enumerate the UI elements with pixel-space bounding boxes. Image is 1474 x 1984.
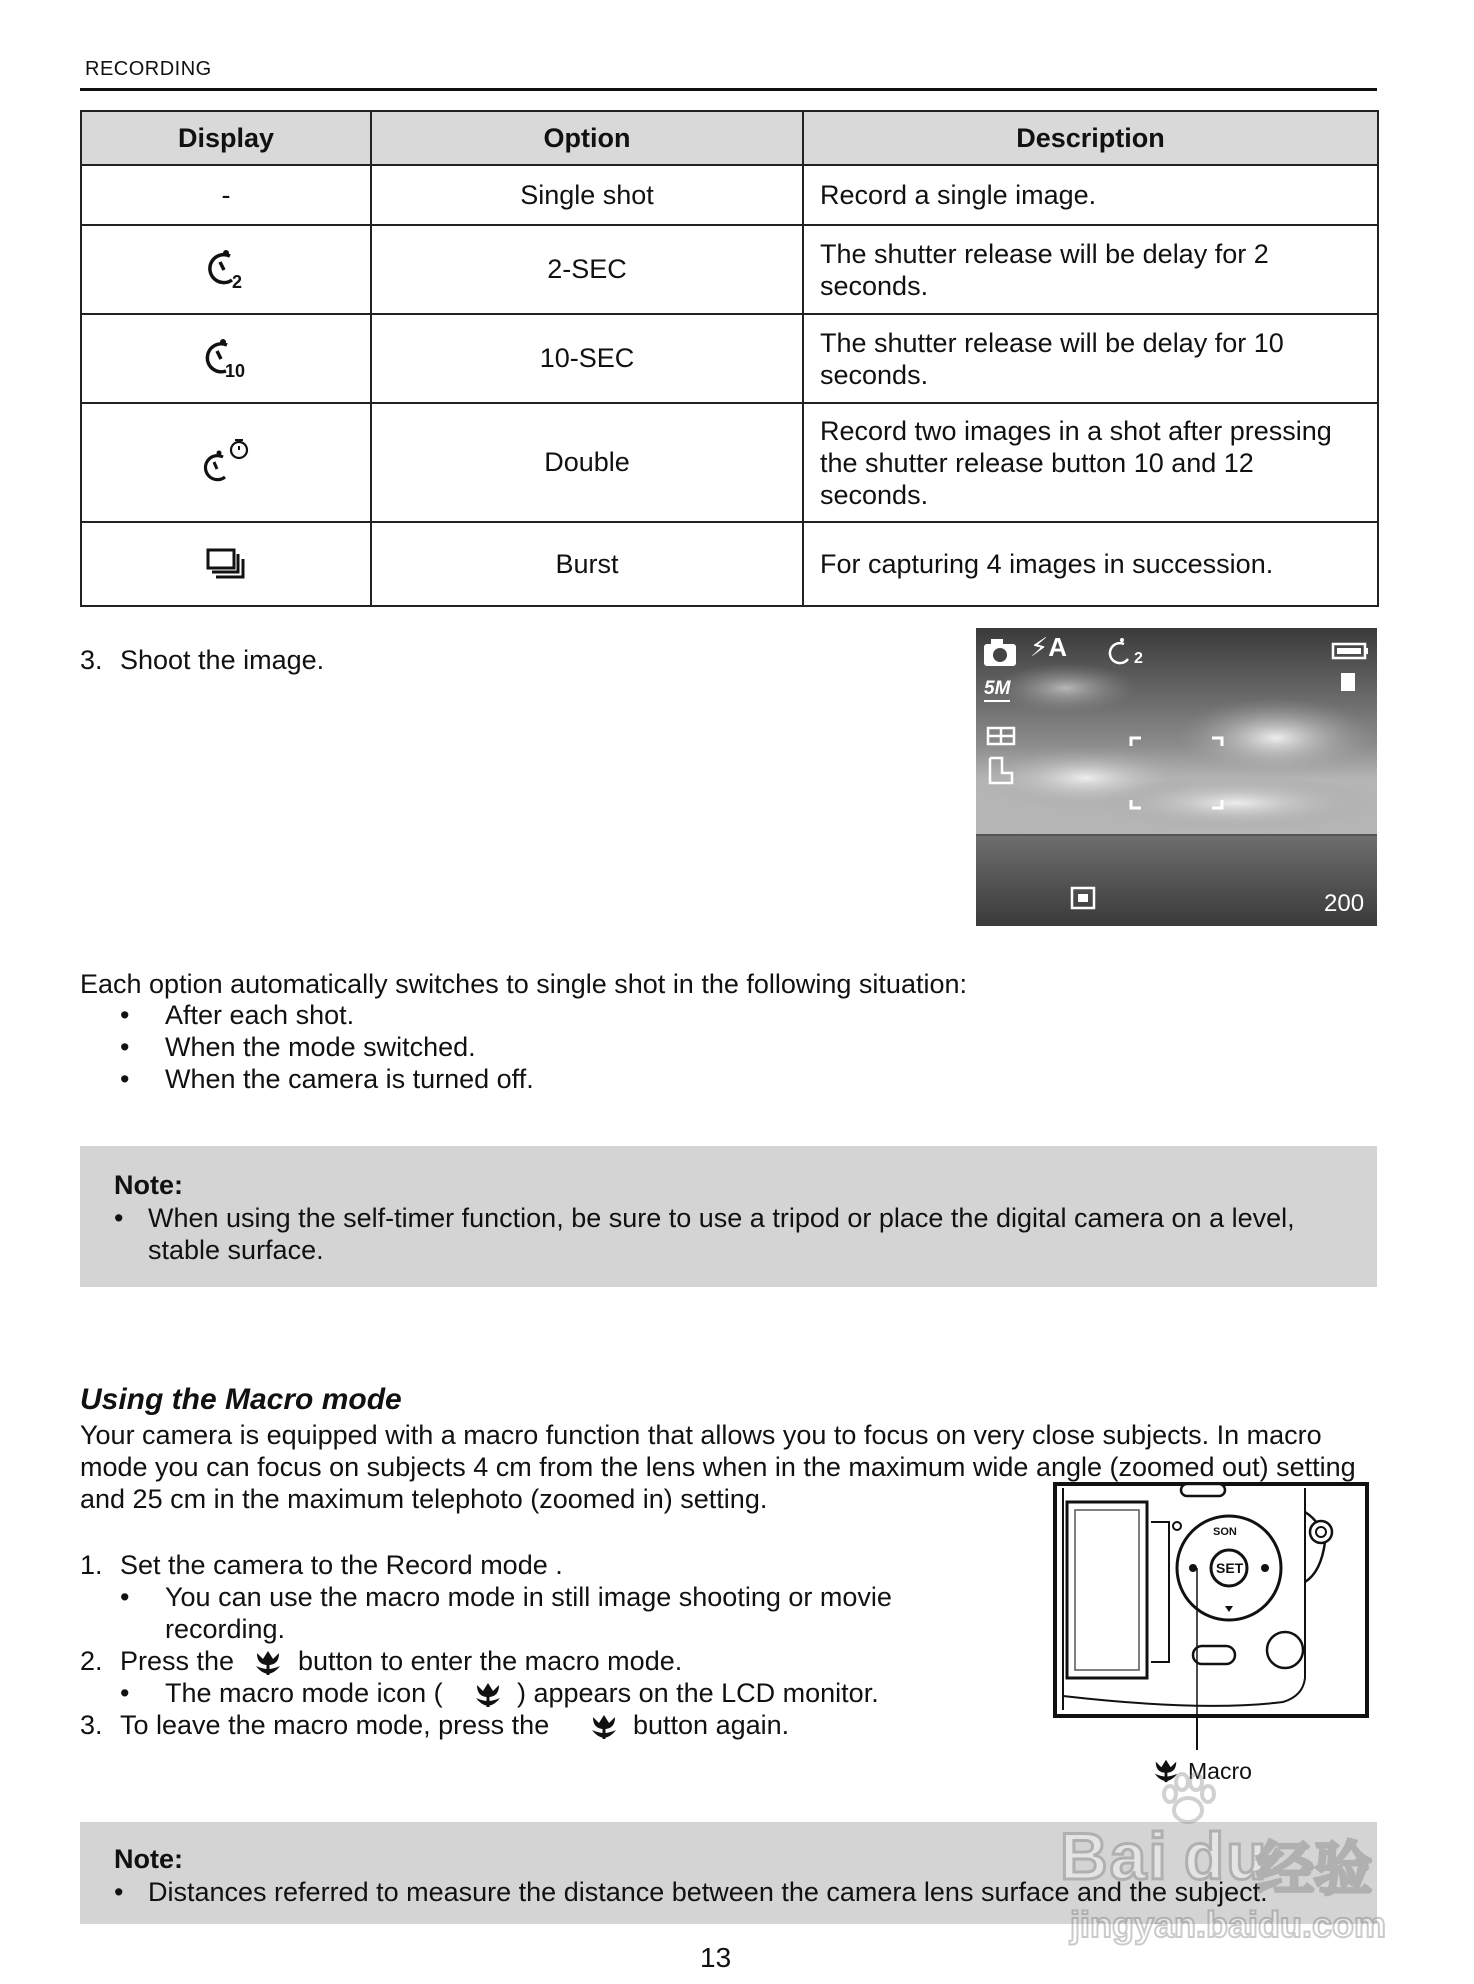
- list-item: After each shot.: [165, 1000, 355, 1030]
- note-title: Note:: [114, 1844, 183, 1874]
- lcd-preview: [976, 628, 1377, 926]
- bullet: •: [120, 1064, 130, 1094]
- baidu-watermark: [1040, 1770, 1420, 1960]
- drive-mode-table: [80, 110, 1379, 607]
- lcd-timer-sub: 2: [1134, 650, 1143, 667]
- macro-flower-icon: [473, 1679, 503, 1709]
- note-text: When using the self-timer function, be sure to use a tripod or place the digital camera on a level, stable surface.: [148, 1203, 1295, 1265]
- macro-flower-icon: [589, 1711, 619, 1741]
- macro-callout-label: Macro: [1188, 1758, 1252, 1784]
- step-3-number: 3.: [80, 645, 103, 675]
- bullet: •: [120, 1000, 130, 1030]
- section-header: RECORDING: [85, 58, 212, 80]
- macro-step-1-number: 1.: [80, 1550, 103, 1580]
- col-description: Description: [803, 111, 1378, 165]
- table-row: [81, 522, 1378, 606]
- table-row: [81, 225, 1378, 314]
- macro-step-2-sub-pre: The macro mode icon (: [165, 1678, 443, 1708]
- watermark-brand: Bai du: [1060, 1819, 1269, 1893]
- on-button-label: SON: [1213, 1526, 1237, 1538]
- lcd-scene: [976, 628, 1377, 926]
- note-text: Distances referred to measure the distance between the camera lens surface and the subject.: [148, 1877, 1268, 1907]
- list-item: When the mode switched.: [165, 1032, 476, 1062]
- row-description: The shutter release will be delay for 2 seconds.: [803, 225, 1378, 314]
- bullet: •: [120, 1032, 130, 1062]
- self-timer-10-icon: [197, 333, 255, 385]
- macro-step-3-number: 3.: [80, 1710, 103, 1740]
- row-option: Burst: [371, 522, 803, 606]
- flash-auto-indicator: ⚡A: [1030, 632, 1068, 662]
- macro-step-2-number: 2.: [80, 1646, 103, 1676]
- macro-section-title: Using the Macro mode: [80, 1383, 402, 1416]
- macro-intro-paragraph: Your camera is equipped with a macro function that allows you to focus on very close subjects. In macro mode you can focus on subjects 4 cm from the lens when in the maximum wide angle (zoomed out) setting and 25 cm in the maximum telephoto (zoomed in) setting.: [80, 1420, 1356, 1514]
- row-description: Record a single image.: [803, 165, 1378, 225]
- macro-step-3-pre: To leave the macro mode, press the: [120, 1710, 550, 1740]
- macro-step-1-text: Set the camera to the Record mode .: [120, 1550, 563, 1580]
- macro-step-3-post: button again.: [633, 1710, 790, 1740]
- self-timer-2-icon: [200, 244, 252, 296]
- table-row: [81, 314, 1378, 403]
- note-title: Note:: [114, 1170, 183, 1200]
- list-item: When the camera is turned off.: [165, 1064, 534, 1094]
- step-3-text: Shoot the image.: [120, 645, 325, 675]
- row-option: 2-SEC: [371, 225, 803, 314]
- row-description: The shutter release will be delay for 10 seconds.: [803, 314, 1378, 403]
- table-row: [81, 403, 1378, 522]
- bullet: •: [120, 1678, 130, 1708]
- row-option: 10-SEC: [371, 314, 803, 403]
- svg-text:2: 2: [232, 271, 243, 292]
- bullet: •: [114, 1203, 124, 1233]
- note-box-self-timer: [80, 1146, 1377, 1287]
- watermark-url: jingyan.baidu.com: [1070, 1904, 1387, 1945]
- macro-flower-icon: [253, 1647, 283, 1677]
- shots-remaining: 200: [1324, 890, 1365, 917]
- macro-step-2-sub-post: ) appears on the LCD monitor.: [517, 1678, 879, 1708]
- header-rule: [80, 88, 1377, 91]
- macro-step-2-post: button to enter the macro mode.: [298, 1646, 683, 1676]
- resolution-indicator: 5M: [984, 678, 1010, 702]
- watermark-cn: 经验: [1256, 1837, 1373, 1902]
- auto-switch-intro: Each option automatically switches to single shot in the following situation:: [80, 969, 967, 999]
- row-description: Record two images in a shot after pressing the shutter release button 10 and 12 seconds.: [803, 403, 1378, 522]
- table-row: [81, 165, 1378, 225]
- macro-step-2-pre: Press the: [120, 1646, 235, 1676]
- double-timer-icon: [195, 437, 257, 489]
- bullet: •: [114, 1877, 124, 1907]
- page-number: 13: [700, 1942, 732, 1973]
- col-option: Option: [371, 111, 803, 165]
- row-description: For capturing 4 images in succession.: [803, 522, 1378, 606]
- svg-text:10: 10: [225, 360, 246, 381]
- set-button-label: SET: [1216, 1560, 1244, 1576]
- bullet: •: [120, 1582, 130, 1612]
- burst-icon: [204, 546, 248, 582]
- macro-step-1-sub: You can use the macro mode in still image shooting or movie recording.: [165, 1582, 892, 1644]
- camera-back-illustration: [1053, 1482, 1369, 1718]
- row-option: Single shot: [371, 165, 803, 225]
- col-display: Display: [81, 111, 371, 165]
- callout-line: [1196, 1718, 1198, 1750]
- row-display: -: [81, 165, 371, 225]
- row-option: Double: [371, 403, 803, 522]
